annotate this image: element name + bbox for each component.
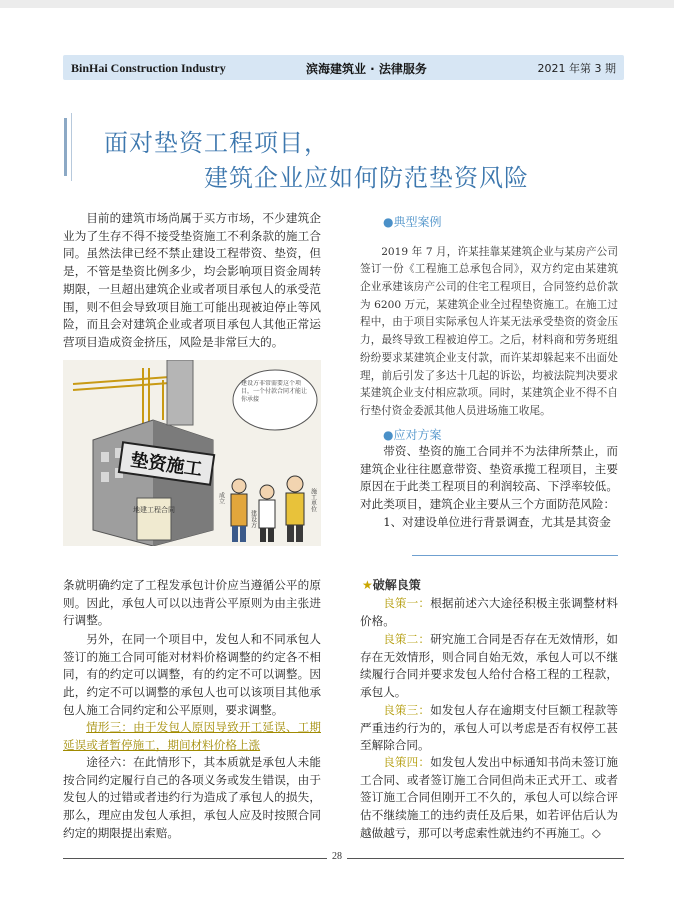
plan-item-1: 1、对建设单位进行背景调查，尤其是其资金 [383, 515, 611, 529]
column-divider-line [412, 555, 618, 556]
label-person2: 施工单位 [309, 488, 317, 512]
lower-left-paragraph-1: 条就明确约定了工程发承包计价应当遵循公平的原则。因此，承包人可以以违背公平原则为由主张进行调整。 [63, 578, 321, 628]
label-person1: 建设方 [249, 510, 257, 528]
title-accent-line [71, 113, 72, 181]
article-title-line1: 面对垫资工程项目， [104, 129, 329, 157]
case-paragraph: 2019 年 7 月，许某挂靠某建筑企业与某房产公司签订一份《工程施工总承包合同》，双方约定由某建筑企业承建该房产公司的住宅工程项目，合同签约总价款为 6200 万元，某建筑企业全过程垫资施工。在施工过程中，由于项目实际承包人许某无法承受垫资的资金压力，最终导致工程被迫停工。之后，材料商和劳务班组纷纷要求某建筑企业支付款，而许某却躲起来不出面处理，前后引发了多达十几起的诉讼，均被法院判决要求某建筑企业支付相应款项。同时，某建筑企业不得不自行垫付资金委派其他人员进场施工收尾。 [360, 245, 618, 417]
strategy-2-text: 研究施工合同是否存在无效情形，如存在无效情形，则合同自始无效，承包人可以不继续履行合同并要求发包人给付合格工程的工程款，承包人。 [360, 632, 618, 700]
plan-heading: ●应对方案 [383, 428, 442, 442]
page-number: 28 [327, 851, 347, 862]
strategy-4 [360, 754, 618, 843]
strategy-4-text: 如发包人发出中标通知书尚未签订施工合同、或者签订施工合同但尚未正式开工、或者签订施工合同但刚开工不久的，承包人可以综合评估不继续施工的违约责任及后果，如若评估后认为越做越亏，那可以考虑索性就违约不再施工。◇ [360, 755, 618, 840]
strategy-1-text: 根据前述六大途径积极主张调整材料价格。 [360, 596, 618, 628]
situation-three-text: 情形三：由于发包人原因导致开工延误、工期延误或者暂停施工，期间材料价格上涨 [63, 720, 321, 752]
page-header [63, 55, 624, 80]
case-heading: ●典型案例 [383, 215, 442, 229]
strategy-1-label: 良策一： [383, 596, 431, 610]
strategy-3 [360, 702, 618, 755]
strategy-1 [360, 595, 618, 630]
strategy-2-label: 良策二： [383, 632, 431, 646]
lower-left-paragraph-2: 另外，在同一个项目中，发包人和不同承包人签订的施工合同可能对材料价格调整的约定各不相同，有的约定可以调整，有的约定不可以调整。因此，约定不可以调整的承包人也可以该项目其他承包人施工合同约定和公平原则，要求调整。 [63, 632, 321, 717]
label-person3: 成立 [217, 492, 225, 504]
strategy-3-text: 如发包人存在逾期支付巨额工程款等严重违约行为的，承包人可以考虑是否有权停工甚至解除合同。 [360, 703, 618, 753]
title-accent-bar [64, 118, 67, 176]
situation-three-heading [63, 719, 321, 754]
lower-left-paragraph-3: 途径六：在此情形下，其本质就是承包人未能按合同约定履行自己的各项义务或发生错误，由于发包人的过错或者违约行为造成了承包人的损失，那么，理应由发包人承担，承包人应及时按照合同约定的期限提出索赔。 [63, 755, 321, 840]
strategy-4-label: 良策四： [383, 755, 431, 769]
strategy-3-label: 良策三： [383, 703, 431, 717]
illustration-construction [63, 360, 321, 546]
header-issue: 2021 年第 3 期 [537, 62, 616, 75]
star-icon: ★ [362, 578, 373, 592]
top-strip [0, 0, 674, 8]
sign-text: 垫资施工 [129, 449, 204, 481]
speech-bubble [233, 370, 317, 430]
header-publication: BinHai Construction Industry [71, 61, 226, 75]
plan-paragraph: 带资、垫资的施工合同并不为法律所禁止，而建筑企业往往愿意带资、垫资承揽工程项目，主要原因在于此类工程项目的利润较高、下浮率较低。对此类项目，建筑企业主要从三个方面防范风险： [360, 444, 618, 512]
header-section: 滨海建筑业 · 法律服务 [306, 62, 427, 76]
contract-label: 地建工程合同 [133, 506, 175, 514]
article-title-line2: 建筑企业应如何防范垫资风险 [204, 164, 529, 192]
strategy-2 [360, 631, 618, 702]
strategy-heading-text: 破解良策 [372, 578, 421, 592]
intro-paragraph: 目前的建筑市场尚属于买方市场，不少建筑企业为了生存不得不接受垫资施工不利条款的施工合同。虽然法律已经不禁止建设工程带资、垫资，但是，不管是垫资比例多少，均会影响项目资金周转期限，一旦超出建筑企业或者项目承包人的承受范围，则不但会导致项目施工可能出现被迫停止等风险，而且会对建筑企业或者项目承包人其他正常运营项目造成资金挤压，风险是非常巨大的。 [63, 211, 321, 349]
contract-document [133, 498, 175, 540]
strategy-heading [362, 576, 421, 593]
speech-text: 建设方非常需要这个项目，一个付款合同才能让你承接 [241, 380, 308, 403]
